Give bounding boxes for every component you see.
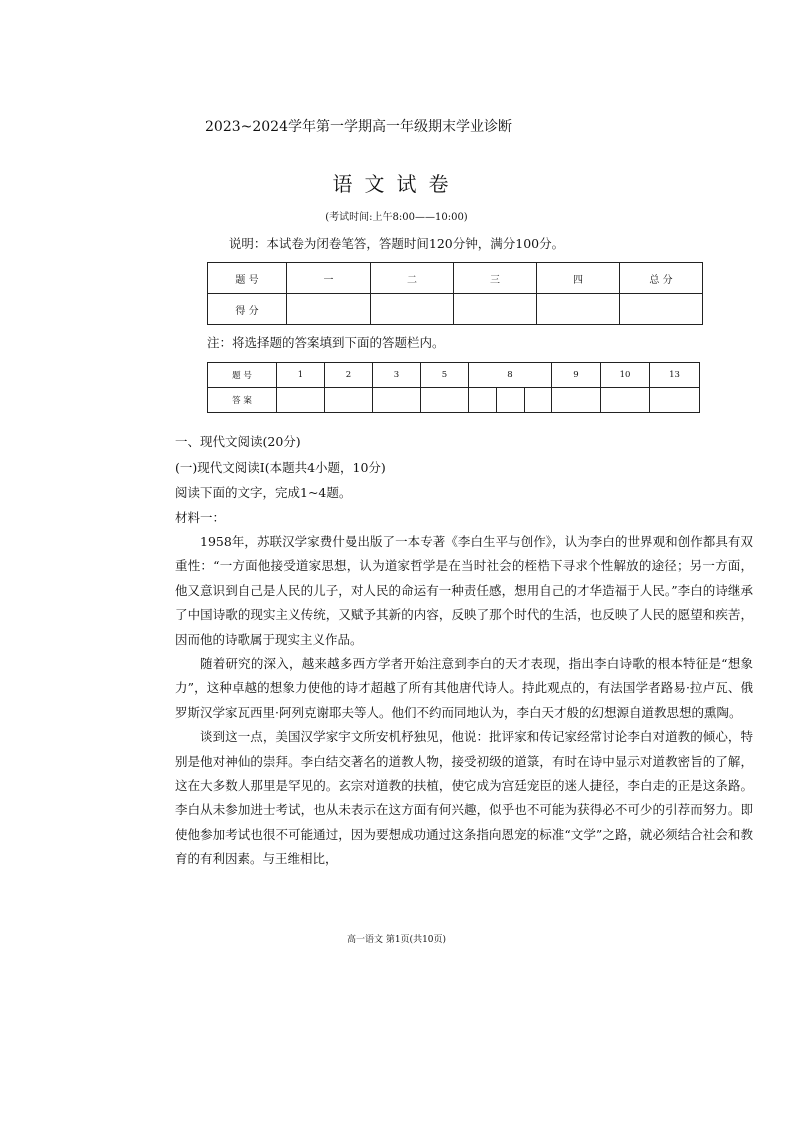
question-number: 10 (601, 363, 650, 388)
section-heading: 一、现代文阅读(20分) (175, 434, 301, 449)
answer-blank-cell[interactable] (421, 388, 469, 413)
question-number: 5 (421, 363, 469, 388)
score-table-cell: 二 (371, 263, 454, 294)
score-blank-cell[interactable] (537, 294, 620, 325)
exam-header-title: 2023~2024学年第一学期高一年级期末学业诊断 (205, 119, 512, 135)
score-table-cell: 三 (454, 263, 537, 294)
answer-blank-cell[interactable] (277, 388, 325, 413)
exam-instructions: 说明：本试卷为闭卷笔答，答题时间120分钟，满分100分。 (228, 236, 565, 251)
subject-title: 语文试卷 (332, 172, 461, 196)
answer-row-label: 答 案 (208, 388, 277, 413)
reading-direction: 阅读下面的文字，完成1~4题。 (175, 485, 352, 500)
answer-header-label: 题 号 (208, 363, 277, 388)
passage-paragraph: 1958年，苏联汉学家费什曼出版了一本专著《李白生平与创作》，认为李白的世界观和创作都具有双重性：“一方面他接受道家思想，认为道家哲学是在当时社会的桎梏下寻求个性解放的途径；另一方面，他又意识到自己是人民的儿子，对人民的命运有一种责任感，想用自己的才华造福于人民。”李白的诗继承了中国诗歌的现实主义传统，又赋予其新的内容，反映了那个时代的生活，也反映了人民的愿望和疾苦，因而他的诗歌属于现实主义作品。 (175, 534, 753, 647)
score-blank-cell[interactable] (287, 294, 371, 325)
answer-table-header-row (208, 363, 700, 388)
question-number: 13 (650, 363, 700, 388)
score-table-header-row (208, 263, 703, 294)
answer-blank-cell[interactable] (552, 388, 601, 413)
score-table-cell: 一 (287, 263, 371, 294)
question-number: 9 (552, 363, 601, 388)
score-table-score-row (208, 294, 703, 325)
score-table (207, 262, 703, 325)
answer-blank-cell[interactable] (601, 388, 650, 413)
page-footer: 高一语文 第1页(共10页) (346, 935, 447, 945)
answer-blank-cell[interactable] (650, 388, 700, 413)
answer-table (207, 362, 700, 413)
reading-passage (175, 530, 753, 872)
exam-time: (考试时间:上午8:00——10:00) (325, 212, 468, 223)
question-number: 8 (469, 363, 552, 388)
answer-blank-cell[interactable] (373, 388, 421, 413)
score-table-cell: 四 (537, 263, 620, 294)
material-label: 材料一： (175, 510, 226, 525)
score-table-cell: 题 号 (208, 263, 287, 294)
score-blank-cell[interactable] (454, 294, 537, 325)
question-number: 2 (325, 363, 373, 388)
passage-paragraph: 随着研究的深入，越来越多西方学者开始注意到李白的天才表现，指出李白诗歌的根本特征是“想象力”，这种卓越的想象力使他的诗才超越了所有其他唐代诗人。持此观点的，有法国学者路易·拉卢瓦、俄罗斯汉学家瓦西里·阿列克谢耶夫等人。他们不约而同地认为，李白天才般的幻想源自道教思想的熏陶。 (175, 656, 753, 720)
passage-paragraph: 谈到这一点，美国汉学家宇文所安机杼独见，他说：批评家和传记家经常讨论李白对道教的倾心，特别是他对神仙的崇拜。李白结交著名的道教人物，接受初级的道箓，有时在诗中显示对道教密旨的了解，这在大多数人那里是罕见的。玄宗对道教的扶植，使它成为宫廷宠臣的迷人捷径，李白走的正是这条路。李白从未参加进士考试，也从未表示在这方面有何兴趣，似乎也不可能为获得必不可少的引荐而努力。即使他参加考试也很不可能通过，因为要想成功通过这条指向恩宠的标准“文学”之路，就必须结合社会和教育的有利因素。与王维相比， (175, 729, 753, 867)
answer-note: 注：将选择题的答案填到下面的答题栏内。 (207, 335, 445, 350)
score-blank-cell[interactable] (620, 294, 703, 325)
score-table-cell: 总 分 (620, 263, 703, 294)
answer-blank-cell[interactable] (325, 388, 373, 413)
answer-blank-cell[interactable] (497, 388, 525, 413)
answer-table-answer-row (208, 388, 700, 413)
answer-blank-cell[interactable] (525, 388, 552, 413)
score-blank-cell[interactable] (371, 294, 454, 325)
score-row-label: 得 分 (208, 294, 287, 325)
sub-section-heading: (一)现代文阅读Ⅰ(本题共4小题，10分) (175, 460, 386, 475)
question-number: 1 (277, 363, 325, 388)
answer-blank-cell[interactable] (469, 388, 497, 413)
question-number: 3 (373, 363, 421, 388)
